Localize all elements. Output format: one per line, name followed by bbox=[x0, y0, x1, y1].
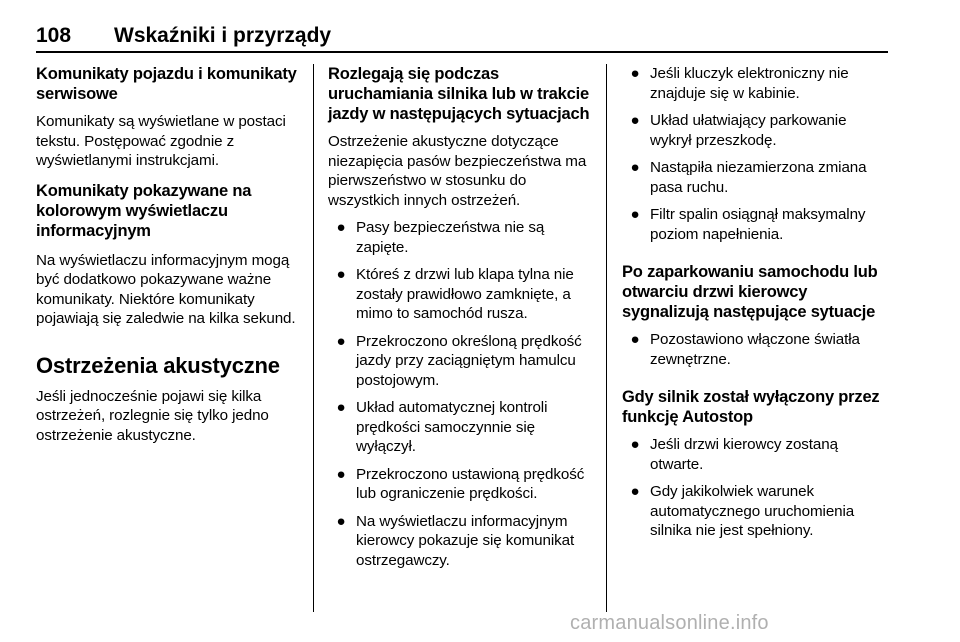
list-item: ● Układ ułatwiający parkowanie wykrył przeszkodę. bbox=[630, 112, 847, 149]
list-item: ● Filtr spalin osiągnął maksymalny poziom napełnienia. bbox=[630, 206, 866, 243]
page-title: Wskaźniki i przyrządy bbox=[114, 24, 332, 47]
list-more-warnings bbox=[622, 64, 888, 244]
list-driving-warnings bbox=[328, 218, 594, 570]
column-divider-1 bbox=[313, 64, 314, 612]
list-item: ● Pozostawiono włączone światła zewnętrzne. bbox=[630, 331, 860, 368]
bullet-icon: ● bbox=[336, 332, 346, 350]
heading-autostop: Gdy silnik został wyłączony przez funkcję Autostop bbox=[622, 388, 880, 426]
column-3 bbox=[622, 64, 888, 541]
bullet-icon: ● bbox=[336, 465, 346, 483]
list-item: ● Któreś z drzwi lub klapa tylna nie zostały prawidłowo zamknięte, a mimo to samochód rusza. bbox=[336, 266, 574, 322]
bullet-icon: ● bbox=[336, 399, 346, 416]
paragraph-acoustic-warnings: Jeśli jednocześnie pojawi się kilka ostrzeżeń, rozlegnie się tylko jedno ostrzeżenie akustyczne. bbox=[36, 387, 269, 444]
heading-after-parking: Po zaparkowaniu samochodu lub otwarciu drzwi kierowcy sygnalizują następujące sytuacje bbox=[622, 263, 878, 321]
bullet-icon: ● bbox=[336, 512, 346, 530]
column-divider-2 bbox=[606, 64, 607, 612]
list-parking-warnings bbox=[622, 330, 888, 369]
bullet-icon: ● bbox=[630, 331, 640, 348]
section-title-acoustic-warnings: Ostrzeżenia akustyczne bbox=[36, 352, 280, 378]
list-item: ● Gdy jakikolwiek warunek automatycznego uruchomienia silnika nie jest spełniony. bbox=[630, 483, 855, 539]
header-rule bbox=[36, 51, 888, 53]
list-item: ● Jeśli drzwi kierowcy zostaną otwarte. bbox=[630, 436, 838, 473]
page-number: 108 bbox=[36, 24, 72, 47]
list-item: ● Na wyświetlaczu informacyjnym kierowcy pokazuje się komunikat ostrzegawczy. bbox=[336, 512, 575, 569]
bullet-icon: ● bbox=[336, 266, 346, 283]
list-item: ● Układ automatycznej kontroli prędkości samoczynnie się wyłączył. bbox=[336, 399, 548, 455]
page-header bbox=[36, 24, 888, 52]
bullet-icon: ● bbox=[630, 112, 640, 129]
bullet-icon: ● bbox=[630, 206, 640, 223]
bullet-icon: ● bbox=[336, 219, 346, 236]
list-item: ● Przekroczono określoną prędkość jazdy przy zaciągniętym hamulcu postojowym. bbox=[336, 332, 582, 389]
list-item: ● Przekroczono ustawioną prędkość lub ograniczenie prędkości. bbox=[336, 465, 585, 502]
bullet-icon: ● bbox=[630, 483, 640, 500]
list-item: ● Jeśli kluczyk elektroniczny nie znajduje się w kabinie. bbox=[630, 65, 849, 102]
bullet-icon: ● bbox=[630, 65, 640, 82]
list-autostop-warnings bbox=[622, 435, 888, 541]
heading-color-display-messages: Komunikaty pokazywane na kolorowym wyświetlaczu informacyjnym bbox=[36, 181, 252, 240]
paragraph-seatbelt-priority: Ostrzeżenie akustyczne dotyczące niezapięcia pasów bezpieczeństwa ma pierwszeństwo w stosunku do wszystkich innych ostrzeżeń. bbox=[328, 133, 587, 209]
heading-engine-start-driving: Rozlegają się podczas uruchamiania silnika lub w trakcie jazdy w następujących sytuacjach bbox=[328, 65, 590, 123]
column-2 bbox=[328, 64, 594, 570]
watermark-text: carmanualsonline.info bbox=[570, 612, 769, 634]
paragraph-messages-text: Komunikaty są wyświetlane w postaci tekstu. Postępować zgodnie z wyświetlanymi instrukcjami. bbox=[36, 113, 286, 169]
bullet-icon: ● bbox=[630, 159, 640, 176]
paragraph-display-info: Na wyświetlaczu informacyjnym mogą być dodatkowo pokazywane ważne komunikaty. Niektóre komunikaty pojawiają się zaledwie na kilka sekund. bbox=[36, 251, 296, 327]
heading-vehicle-messages: Komunikaty pojazdu i komunikaty serwisowe bbox=[36, 65, 297, 103]
list-item: ● Pasy bezpieczeństwa nie są zapięte. bbox=[336, 219, 545, 256]
bullet-icon: ● bbox=[630, 436, 640, 453]
column-1 bbox=[36, 64, 302, 445]
list-item: ● Nastąpiła niezamierzona zmiana pasa ruchu. bbox=[630, 159, 867, 196]
